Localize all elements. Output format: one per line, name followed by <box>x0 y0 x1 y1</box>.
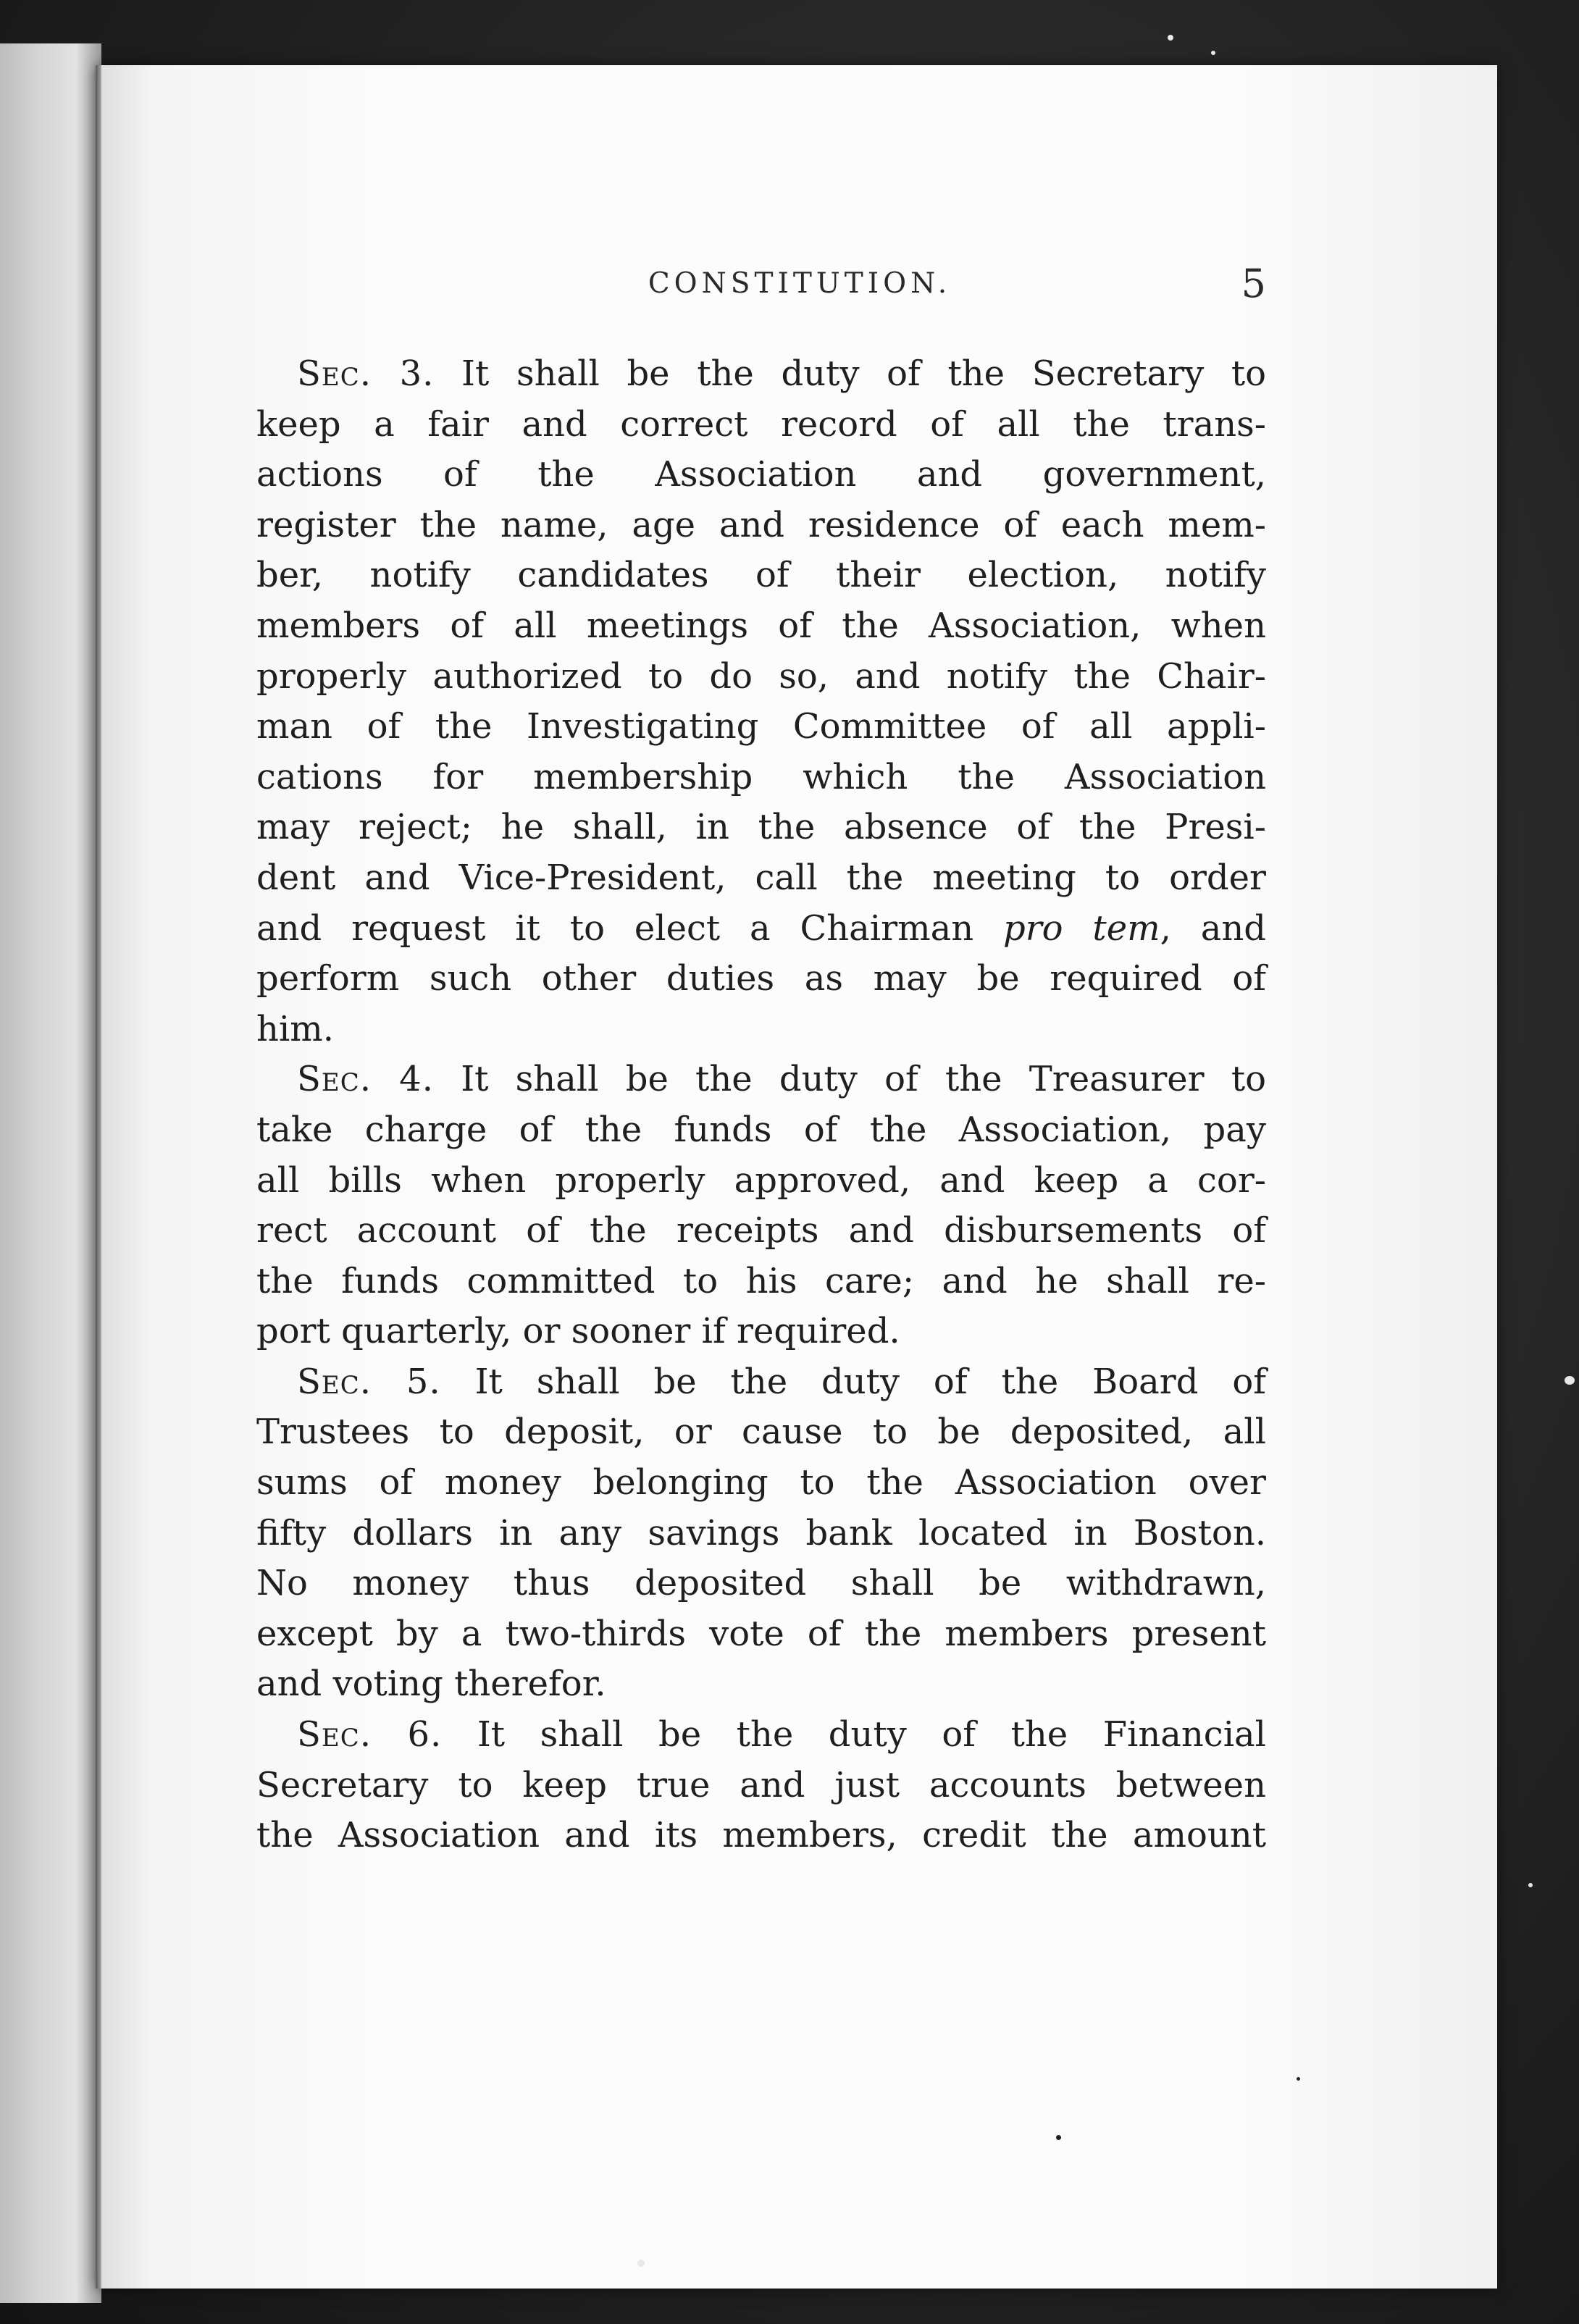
section-3-line-4: register the name, age and residence of each mem- <box>256 504 1266 545</box>
section-5-line-7: and voting therefor. <box>256 1664 606 1705</box>
section-3-line-11: dent and Vice-President, call the meeting to order <box>256 857 1266 898</box>
section-3-line-2: keep a fair and correct record of all the trans- <box>256 403 1266 445</box>
section-4-line-1: Sec. 4. It shall be the duty of the Treasurer to <box>297 1059 1267 1100</box>
section-label: Sec. 4. <box>297 1059 434 1100</box>
section-6-line-3: the Association and its members, credit the amount <box>256 1815 1266 1856</box>
section-3-line-7: properly authorized to do so, and notify the Chair- <box>256 655 1266 697</box>
facing-page-edge <box>0 43 101 2303</box>
dust-speck <box>1168 35 1173 41</box>
section-4-line-6: port quarterly, or sooner if required. <box>256 1311 900 1352</box>
section-3-line-13: perform such other duties as may be required of <box>256 958 1266 999</box>
running-head <box>96 255 1497 313</box>
section-4-line-4: rect account of the receipts and disbursements of <box>256 1210 1266 1251</box>
section-5-line-4: fifty dollars in any savings bank located in Boston. <box>256 1512 1266 1553</box>
page-number: 5 <box>1241 261 1266 306</box>
section-3-line-9: cations for membership which the Association <box>256 756 1266 797</box>
section-3-line-10: may reject; he shall, in the absence of the Presi- <box>256 807 1266 848</box>
dust-speck <box>1297 2077 1300 2081</box>
section-3-line-12: and request it to elect a Chairman pro tem, and <box>256 907 1266 949</box>
dust-speck <box>1056 2135 1061 2140</box>
section-label: Sec. 6. <box>297 1714 443 1755</box>
section-3-line-3: actions of the Association and government, <box>256 454 1266 495</box>
section-3-line-6: members of all meetings of the Association, when <box>256 605 1266 646</box>
body-text <box>256 349 1266 1861</box>
section-4-line-3: all bills when properly approved, and keep a cor- <box>256 1159 1266 1201</box>
dust-speck <box>1565 1376 1575 1385</box>
section-3-line-5: ber, notify candidates of their election, notify <box>256 555 1266 596</box>
section-5-line-5: No money thus deposited shall be withdrawn, <box>256 1563 1266 1604</box>
book-page <box>96 65 1497 2289</box>
section-3-line-8: man of the Investigating Committee of all appli- <box>256 706 1266 747</box>
page-gutter <box>96 65 101 2289</box>
section-5-line-6: except by a two-thirds vote of the members present <box>256 1613 1266 1654</box>
section-5-line-3: sums of money belonging to the Association over <box>256 1462 1266 1503</box>
pro-tem-italic: pro tem <box>1002 907 1160 949</box>
section-6-line-2: Secretary to keep true and just accounts between <box>256 1764 1266 1805</box>
section-5-line-2: Trustees to deposit, or cause to be deposited, all <box>256 1411 1266 1453</box>
section-4-line-5: the funds committed to his care; and he shall re- <box>256 1260 1266 1301</box>
dust-speck <box>1211 51 1215 55</box>
section-4-line-2: take charge of the funds of the Association, pay <box>256 1109 1266 1150</box>
dust-speck <box>1528 1883 1533 1887</box>
section-label: Sec. 3. <box>297 353 435 394</box>
section-6-line-1: Sec. 6. It shall be the duty of the Financial <box>297 1714 1267 1755</box>
dust-speck <box>637 2260 645 2267</box>
section-3-line-14: him. <box>256 1008 335 1049</box>
running-title: CONSTITUTION. <box>648 267 952 300</box>
section-label: Sec. 5. <box>297 1361 441 1402</box>
section-3-line-1: Sec. 3. It shall be the duty of the Secretary to <box>297 353 1267 394</box>
section-5-line-1: Sec. 5. It shall be the duty of the Board of <box>297 1361 1267 1402</box>
